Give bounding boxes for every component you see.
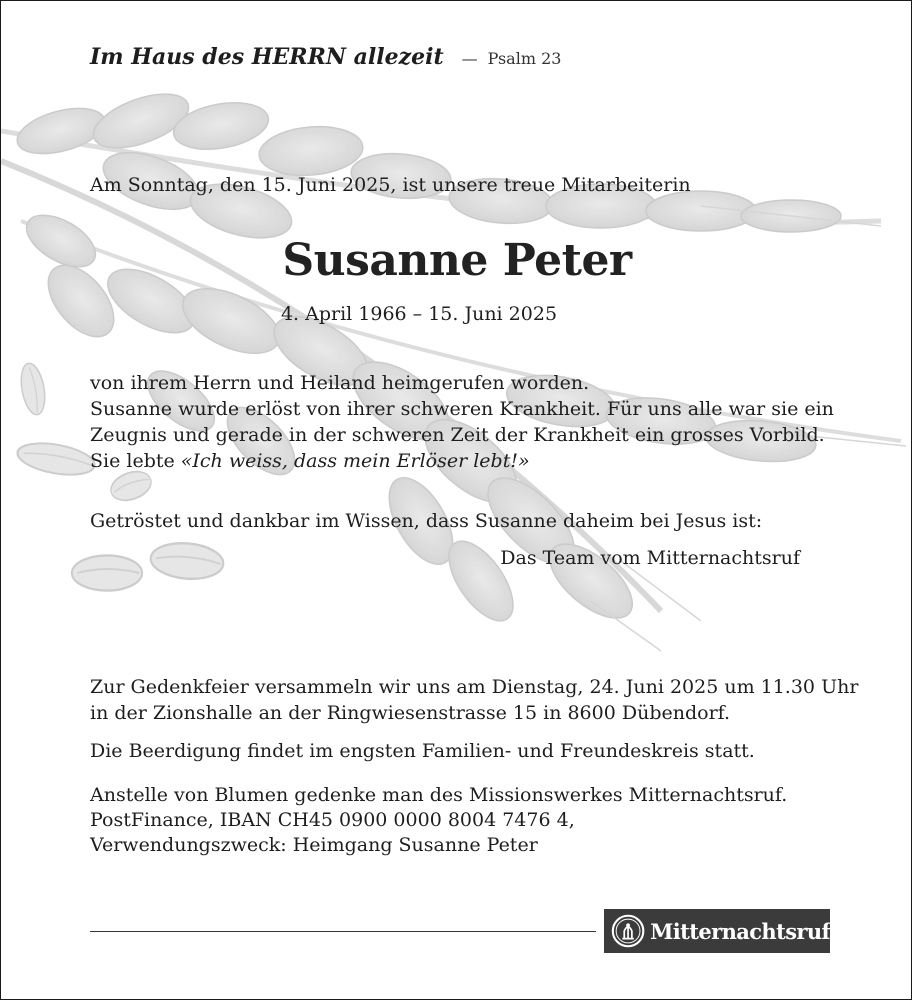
signature: Das Team vom Mitternachtsruf xyxy=(500,547,800,569)
consolation-text: Getröstet und dankbar im Wissen, dass Susanne daheim bei Jesus ist: xyxy=(90,510,763,532)
motto-dash: — xyxy=(461,49,478,68)
body-line-2: Susanne wurde erlöst von ihrer schweren Krankheit. Für uns alle war sie ein xyxy=(90,398,834,420)
motto-reference: Psalm 23 xyxy=(487,49,562,68)
body-line-4 xyxy=(90,449,530,474)
body-line-3: Zeugnis und gerade in der schweren Zeit der Krankheit ein grosses Vorbild. xyxy=(90,424,825,446)
memorial-line-1: Zur Gedenkfeier versammeln wir uns am Dienstag, 24. Juni 2025 um 11.30 Uhr xyxy=(90,676,859,698)
donation-line-2: PostFinance, IBAN CH45 0900 0000 8004 7476 4, xyxy=(90,809,575,831)
motto-line xyxy=(90,44,561,70)
life-dates: 4. April 1966 – 15. Juni 2025 xyxy=(280,303,558,325)
body-line-1: von ihrem Herrn und Heiland heimgerufen worden. xyxy=(90,372,590,394)
burial-text: Die Beerdigung findet im engsten Familien- und Freundeskreis statt. xyxy=(90,740,755,762)
motto-text: Im Haus des HERRN allezeit xyxy=(90,44,444,70)
body-line-4-prefix: Sie lebte xyxy=(90,450,181,472)
memorial-line-2: in der Zionshalle an der Ringwiesenstrasse 15 in 8600 Dübendorf. xyxy=(90,702,731,724)
scripture-quote: «Ich weiss, dass mein Erlöser lebt!» xyxy=(180,450,530,472)
logo-text: Mitternachtsruf xyxy=(650,918,830,944)
deceased-name: Susanne Peter xyxy=(282,235,632,286)
intro-text: Am Sonntag, den 15. Juni 2025, ist unsere treue Mitarbeiterin xyxy=(90,174,691,196)
donation-line-1: Anstelle von Blumen gedenke man des Missionswerkes Mitternachtsruf. xyxy=(90,784,788,806)
mitternachtsruf-logo xyxy=(604,909,830,953)
mitternachtsruf-emblem-icon xyxy=(609,911,647,951)
donation-line-3: Verwendungszweck: Heimgang Susanne Peter xyxy=(90,834,538,856)
footer-divider xyxy=(90,931,596,932)
